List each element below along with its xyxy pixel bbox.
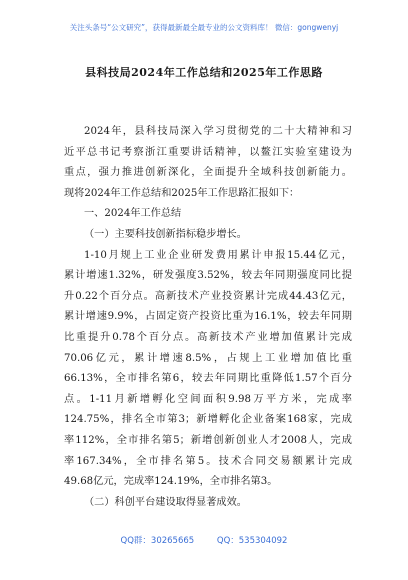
paragraph-line: 现将2024年工作总结和2025年工作思路汇报如下： [64,187,300,199]
footer-qq: QQ：535304092 [216,536,288,546]
paragraph-line: 49.68亿元，完成率124.19%，全市排名第3。 [64,476,278,488]
footer-qq-group: QQ群：30265665 [120,536,195,546]
subsection-heading: （一）主要科技创新指标稳步增长。 [84,228,247,240]
document-title: 县科技局2024年工作总结和2025年工作思路 [85,66,323,79]
paragraph-line: 累计增速1.32%，研发强度3.52%，较去年同期强度同比提 [64,270,352,282]
paragraph-line: 累计增速9.9%，占固定资产投资比重为16.1%，较去年同期 [64,311,352,323]
paragraph-line: 点。1-11月新增孵化空间面积9.98万平方米，完成率 [64,393,352,405]
section-heading: 一、2024年工作总结 [84,208,182,220]
footer-contact [0,534,408,546]
paragraph-line: 升0.22个百分点。高新技术产业投资累计完成44.43亿元， [64,290,352,302]
paragraph-line: 124.75%，排名全市第3；新增孵化企业备案168家，完成 [64,414,352,426]
paragraph-line: 近平总书记考察浙江重要讲话精神，以鳌江实验室建设为 [64,146,352,158]
document-body [64,122,352,513]
paragraph-line: 率112%，全市排名第5；新增创新创业人才2008人，完成 [64,434,352,446]
paragraph-line: 1-10月规上工业企业研发费用累计申报15.44亿元， [84,249,352,261]
paragraph-line: 70.06亿元，累计增速8.5%，占规上工业增加值比重 [64,352,352,364]
subsection-heading: （二）科创平台建设取得显著成效。 [84,496,247,508]
paragraph-line: 重点，强力推进创新深化，全面提升全域科技创新能力。 [64,167,352,179]
paragraph-line: 66.13%，全市排名第6，较去年同期比重降低1.57个百分 [64,373,352,385]
header-banner: 关注头条号“公文研究”，获得最新最全最专业的公文资料库！ 微信：gongwenyj [69,23,339,32]
paragraph-line: 率167.34%，全市排名第5。技术合同交易额累计完成 [64,455,352,467]
paragraph-line: 比重提升0.78个百分点。高新技术产业增加值累计完成 [64,331,352,343]
paragraph-line: 2024年，县科技局深入学习贯彻党的二十大精神和习 [84,126,352,137]
